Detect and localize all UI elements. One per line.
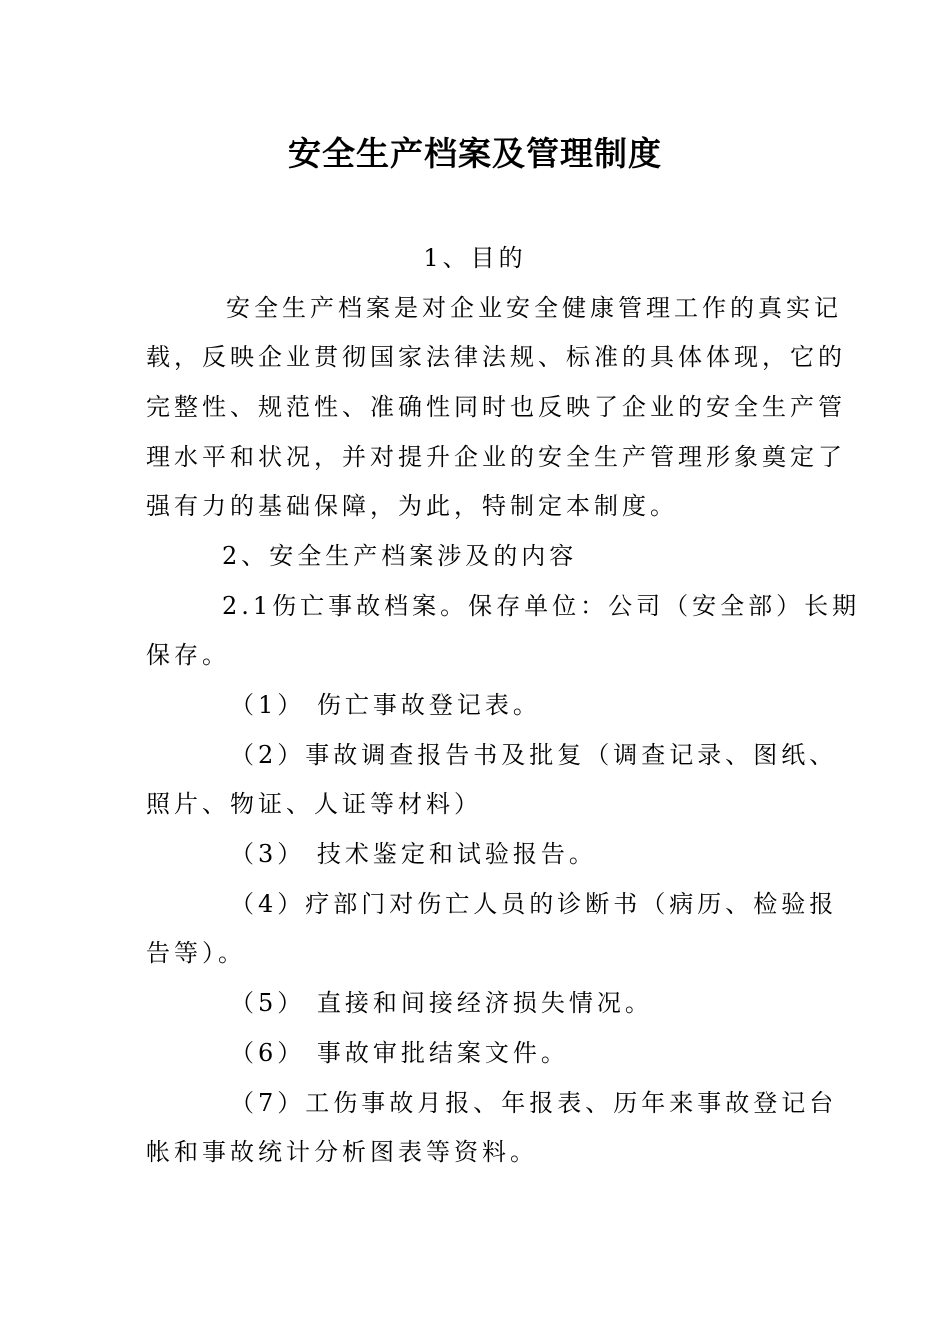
list-item-number: （5）: [230, 989, 306, 1017]
list-item-continuation: 帐和事故统计分析图表等资料。: [146, 1138, 538, 1166]
paragraph-line: 载，反映企业贯彻国家法律法规、标准的具体体现，它的: [146, 343, 846, 371]
list-item-text: 工伤事故月报、年报表、历年来事故登记台: [305, 1089, 838, 1117]
paragraph-line: 理水平和状况，并对提升企业的安全生产管理形象奠定了: [146, 443, 846, 471]
list-item-continuation: 照片、物证、人证等材料）: [146, 790, 482, 818]
list-item-text: 事故审批结案文件。: [316, 1039, 569, 1067]
paragraph-line: 安全生产档案是对企业安全健康管理工作的真实记: [226, 294, 842, 322]
list-item-number: （1）: [230, 691, 306, 719]
section-heading-contents: 2、安全生产档案涉及的内容: [222, 542, 578, 570]
paragraph-line: 强有力的基础保障，为此，特制定本制度。: [146, 492, 678, 520]
list-item-number: （2）: [230, 741, 306, 769]
list-item: [230, 1087, 838, 1119]
list-item: [230, 987, 653, 1019]
paragraph-line: 完整性、规范性、准确性同时也反映了企业的安全生产管: [146, 393, 846, 421]
list-item: [230, 838, 597, 870]
list-item: [230, 888, 838, 920]
subsection-line: 2.1伤亡事故档案。保存单位：公司（安全部）长期: [222, 592, 861, 620]
list-item-number: （6）: [230, 1039, 306, 1067]
list-item: [230, 739, 838, 771]
list-item: [230, 1037, 569, 1069]
list-item-text: 疗部门对伤亡人员的诊断书（病历、检验报: [305, 890, 838, 918]
document-title: 安全生产档案及管理制度: [288, 134, 662, 173]
list-item: [230, 689, 541, 721]
subsection-line: 保存。: [146, 641, 230, 669]
section-heading-purpose: 1、目的: [423, 244, 527, 272]
list-item-number: （3）: [230, 840, 306, 868]
list-item-number: （7）: [230, 1089, 306, 1117]
list-item-text: 直接和间接经济损失情况。: [316, 989, 653, 1017]
list-item-text: 事故调查报告书及批复（调查记录、图纸、: [305, 741, 838, 769]
list-item-text: 伤亡事故登记表。: [316, 691, 541, 719]
list-item-text: 技术鉴定和试验报告。: [316, 840, 597, 868]
list-item-number: （4）: [230, 890, 306, 918]
list-item-continuation: 告等）。: [146, 939, 246, 967]
